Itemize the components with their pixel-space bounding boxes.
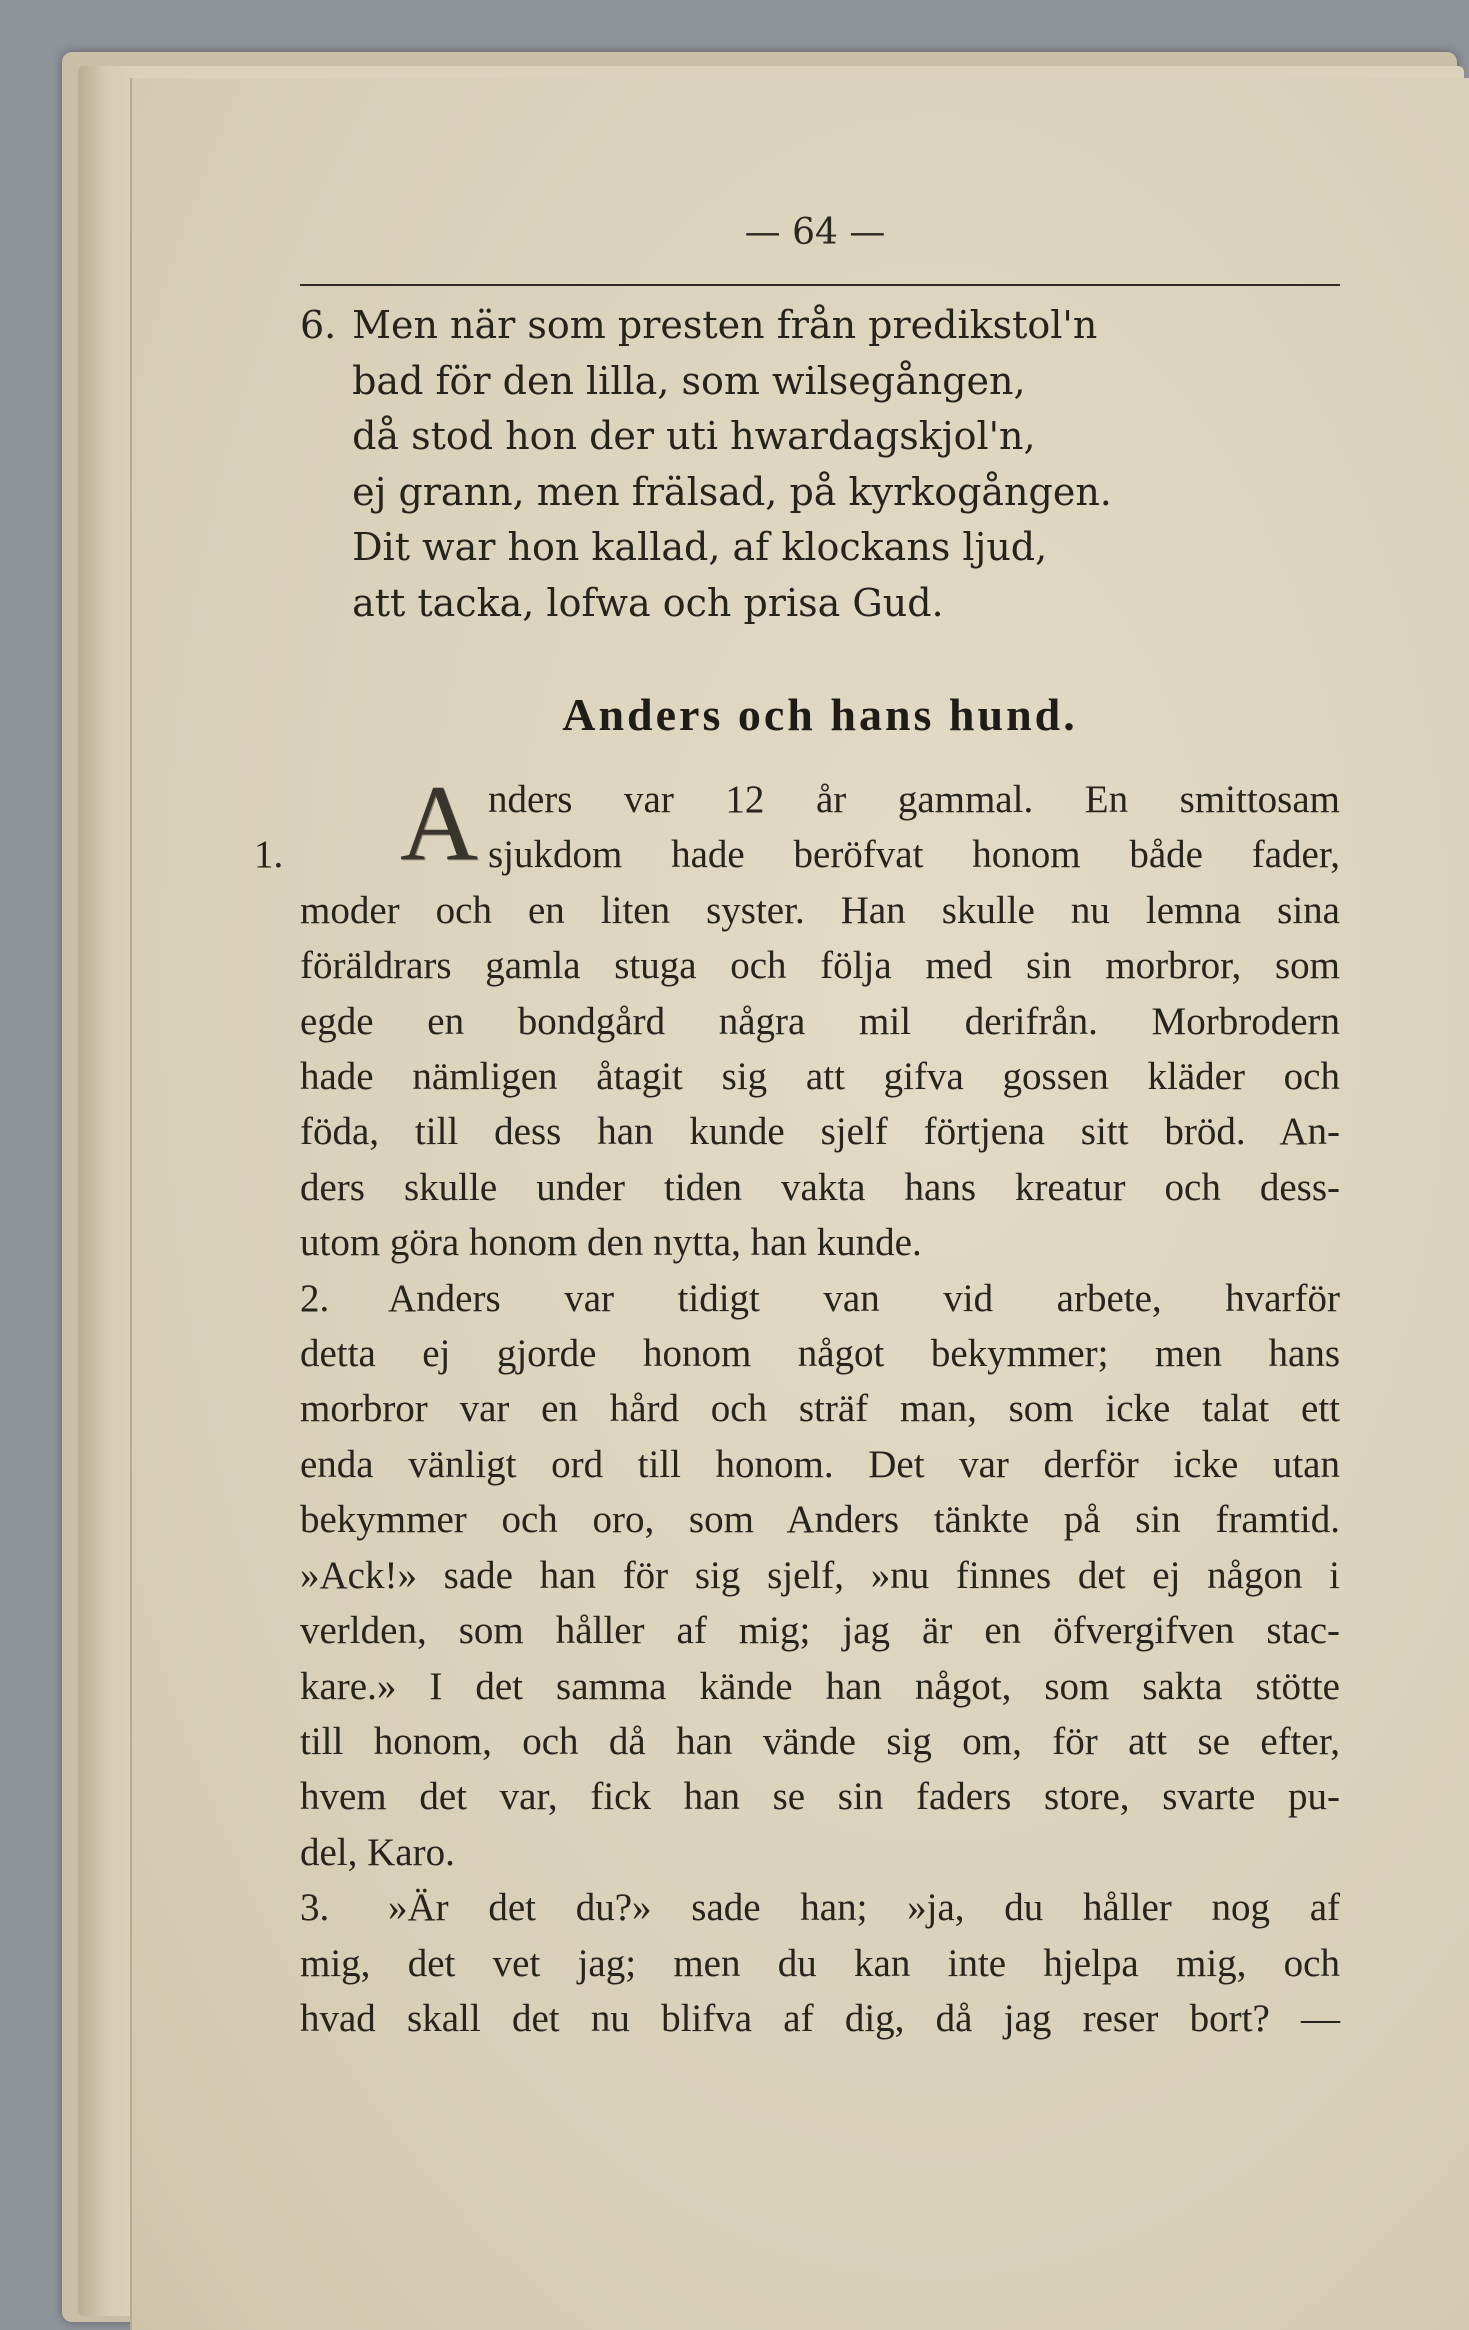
story-title: Anders och hans hund. bbox=[562, 689, 1078, 740]
text-line: kare.» I det samma kände han något, som sakta stötte bbox=[300, 1664, 1340, 1708]
text-line: »Ack!» sade han för sig sjelf, »nu finnes det ej någon i bbox=[300, 1553, 1340, 1597]
header-rule bbox=[300, 284, 1340, 286]
drop-cap: A bbox=[400, 764, 478, 883]
paragraph-2 bbox=[300, 1271, 1340, 1880]
text-line: 3. »Är det du?» sade han; »ja, du håller nog af bbox=[300, 1880, 1340, 1935]
text-line: sjukdom hade beröfvat honom både fader, bbox=[488, 833, 1340, 877]
text-line: 2. Anders var tidigt van vid arbete, hvarför bbox=[300, 1271, 1340, 1326]
page-number: — 64 — bbox=[744, 212, 886, 253]
poem-stanza bbox=[300, 298, 1350, 631]
text-line: till honom, och då han vände sig om, för att se efter, bbox=[300, 1719, 1340, 1763]
text-line: moder och en liten syster. Han skulle nu lemna sina bbox=[300, 888, 1340, 932]
text-line: mig, det vet jag; men du kan inte hjelpa mig, och bbox=[300, 1941, 1340, 1985]
text-line: föräldrars gamla stuga och följa med sin morbror, som bbox=[300, 944, 1340, 988]
text-line: morbror var en hård och sträf man, som icke talat ett bbox=[300, 1387, 1340, 1431]
paragraph-number: 3. bbox=[300, 1886, 330, 1930]
poem-line: att tacka, lofwa och prisa Gud. bbox=[352, 580, 944, 625]
text-line: del, Karo. bbox=[300, 1830, 455, 1874]
poem-line: då stod hon der uti hwardagskjol'n, bbox=[352, 414, 1036, 458]
text-line: hvem det var, fick han se sin faders store, svarte pu- bbox=[300, 1775, 1340, 1819]
text-line: föda, till dess han kunde sjelf förtjena sitt bröd. An- bbox=[300, 1110, 1340, 1154]
text-line: hade nämligen åtagit sig att gifva gossen kläder och bbox=[300, 1055, 1340, 1099]
poem-line: bad för den lilla, som wilsegången, bbox=[352, 358, 1026, 403]
text-line: utom göra honom den nytta, han kunde. bbox=[300, 1221, 922, 1265]
text-line: detta ej gjorde honom något bekymmer; men hans bbox=[300, 1332, 1340, 1376]
story-body bbox=[254, 764, 1340, 2046]
text-line: enda vänligt ord till honom. Det var derför icke utan bbox=[300, 1442, 1340, 1486]
paragraph-number: 2. bbox=[300, 1276, 330, 1320]
paragraph-number: 1. bbox=[254, 833, 284, 876]
paragraph-3 bbox=[300, 1880, 1340, 2046]
text-line: verlden, som håller af mig; jag är en öfvergifven stac- bbox=[300, 1609, 1340, 1653]
stanza-number: 6. bbox=[300, 303, 337, 347]
text-line: ders skulle under tiden vakta hans kreatur och dess- bbox=[300, 1165, 1340, 1209]
text-line: hvad skall det nu blifva af dig, då jag reser bort? — bbox=[300, 1996, 1340, 2040]
poem-line: Dit war hon kallad, af klockans ljud, bbox=[352, 525, 1048, 569]
poem-line: ej grann, men frälsad, på kyrkogången. bbox=[352, 469, 1112, 514]
paragraph-1 bbox=[254, 764, 1340, 1271]
text-line: bekymmer och oro, som Anders tänkte på sin framtid. bbox=[300, 1498, 1340, 1542]
text-line: nders var 12 år gammal. En smittosam bbox=[488, 778, 1340, 821]
text-line: egde en bondgård några mil derifrån. Morbrodern bbox=[300, 999, 1340, 1043]
poem-line: 6. Men när som presten från predikstol'n bbox=[300, 298, 1350, 354]
